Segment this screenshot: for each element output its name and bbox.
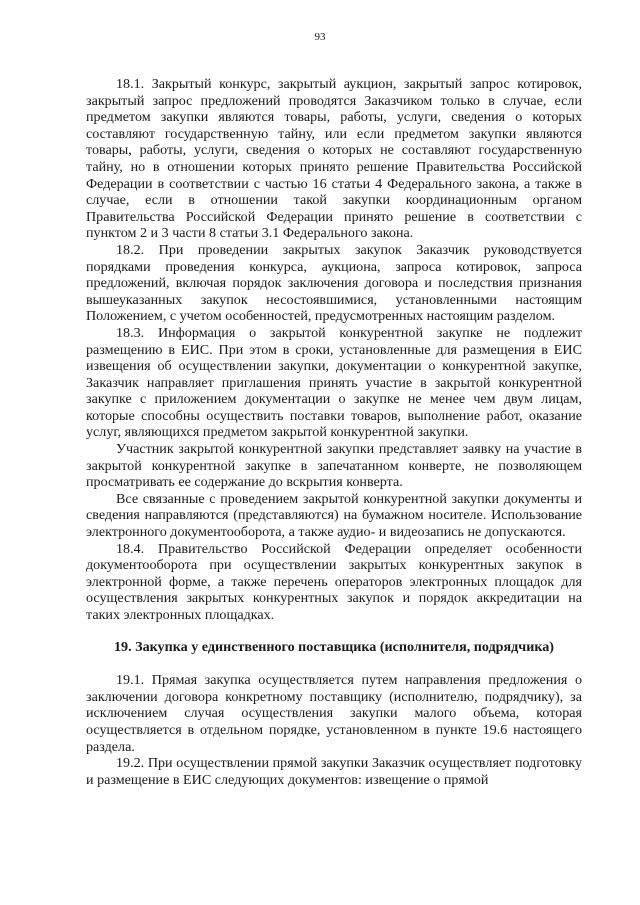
page-number: 93 [314, 31, 326, 43]
paragraph-18-3: 18.3. Информация о закрытой конкурентной закупке не подлежит размещению в ЕИС. При этом в сроки, установленные для размещения в ЕИС извещения об осуществлении закупки, документации о конкурентной закупке, Заказчик направляет приглашения принять участие в закрытой конкурентной закупке с приложением документации о закупке не менее чем двум лицам, которые способны осуществить поставки товаров, выполнение работ, оказание услуг, являющихся предметом закрытой конкурентной закупки. [86, 324, 582, 441]
paragraph-18-1: 18.1. Закрытый конкурс, закрытый аукцион, закрытый запрос котировок, закрытый запрос предложений проводятся Заказчиком только в случае, если предметом закупки являются товары, работы, услуги, сведения о которых составляют государственную тайну, или если предметом закупки являются товары, работы, услуги, сведения о которых не составляют государственную тайну, но в отношении которых принято решение Правительства Российской Федерации в соответствии с частью 16 статьи 4 Федерального закона, а также в случае, если в отношении такой закупки координационным органом Правительства Российской Федерации принято решение в соответствии с пунктом 2 и 3 части 8 статьи 3.1 Федерального закона. [86, 76, 582, 242]
paragraph-19-2: 19.2. При осуществлении прямой закупки Заказчик осуществляет подготовку и размещение в ЕИС следующих документов: извещение о прямой [86, 755, 582, 788]
page-content [86, 76, 582, 788]
paragraph-18-4: 18.4. Правительство Российской Федерации определяет особенности документооборота при осуществлении закрытых конкурентных закупок в электронной форме, а также перечень операторов электронных площадок для осуществления закрытых конкурентных закупок и порядок аккредитации на таких электронных площадках. [86, 540, 582, 623]
paragraph-18-2: 18.2. При проведении закрытых закупок Заказчик руководствуется порядками проведения конкурса, аукциона, запроса котировок, запроса предложений, включая порядок заключения договора и последствия признания вышеуказанных закупок несостоявшимися, установленными настоящим Положением, с учетом особенностей, предусмотренных настоящим разделом. [86, 241, 582, 325]
paragraph-paper-documents: Все связанные с проведением закрытой конкурентной закупки документы и сведения направляются (представляются) на бумажном носителе. Использование электронного документооборота, а также аудио- и видеозапись не допускаются. [86, 490, 582, 541]
section-heading-19: 19. Закупка у единственного поставщика (исполнителя, подрядчика) [114, 638, 554, 655]
paragraph-participant-envelope: Участник закрытой конкурентной закупки представляет заявку на участие в закрытой конкурентной закупке в запечатанном конверте, не позволяющем просматривать ее содержание до вскрытия конверта. [86, 441, 582, 491]
paragraph-19-1: 19.1. Прямая закупка осуществляется путем направления предложения о заключении договора конкретному поставщику (исполнителю, подрядчику), за исключением случая осуществления закупки малого объема, которая осуществляется в отдельном порядке, установленном в пункте 19.6 настоящего раздела. [86, 672, 582, 755]
